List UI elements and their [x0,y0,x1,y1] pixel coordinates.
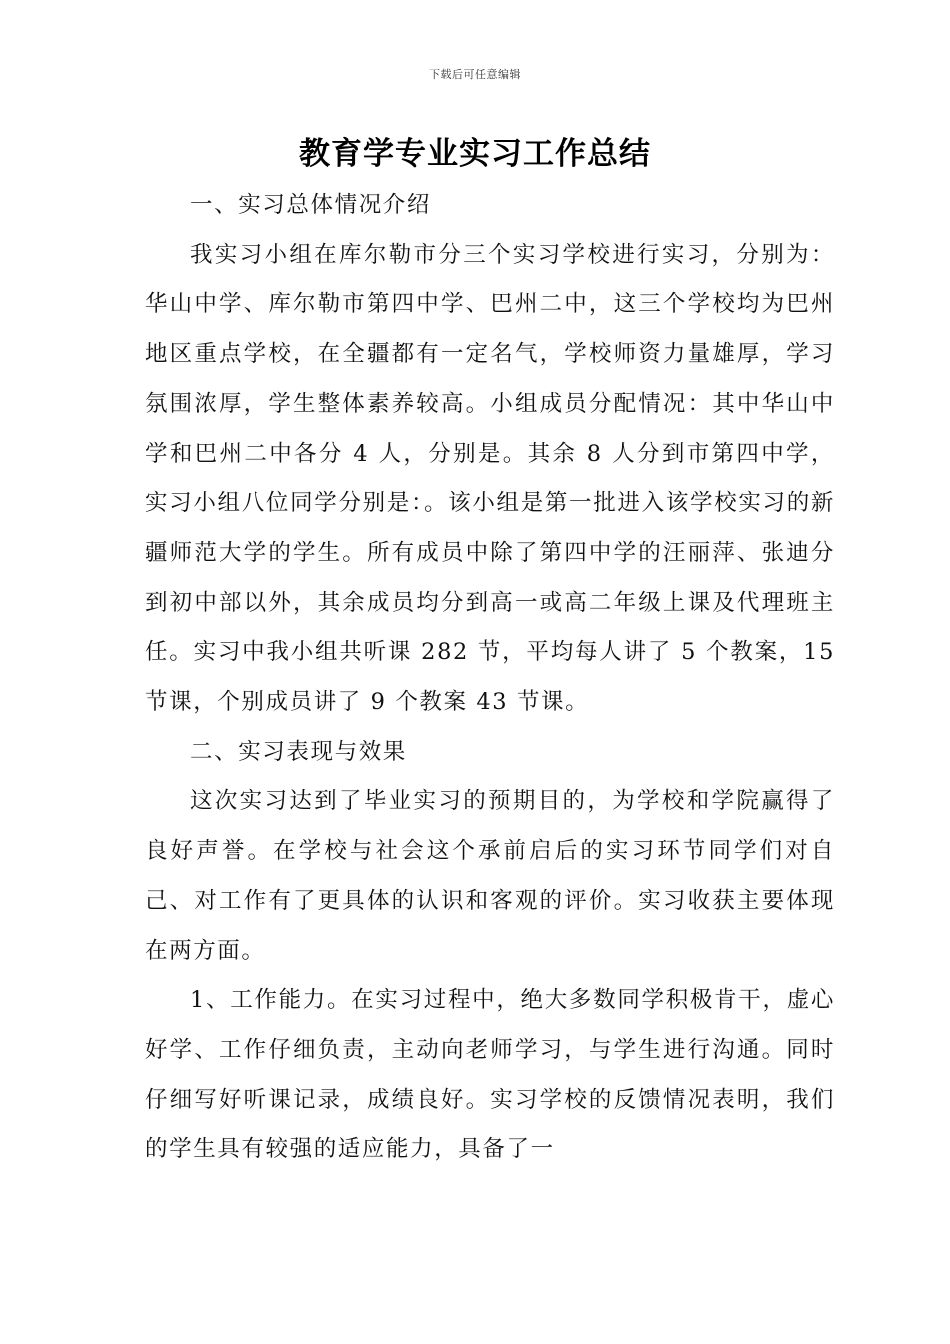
header-note: 下载后可任意编辑 [429,68,521,81]
paragraph-3: 1、工作能力。在实习过程中，绝大多数同学积极肯干，虚心好学、工作仔细负责，主动向老师学习，与学生进行沟通。同时仔细写好听课记录，成绩良好。实习学校的反馈情况表明，我们的学生具有较强的适应能力，具备了一 [145,987,835,1163]
section-heading-1: 一、实习总体情况介绍 [190,192,432,218]
section-heading-2: 二、实习表现与效果 [190,738,407,765]
paragraph-1: 我实习小组在库尔勒市分三个实习学校进行实习，分别为：华山中学、库尔勒市第四中学、巴州二中，这三个学校均为巴州地区重点学校，在全疆都有一定名气，学校师资力量雄厚，学习氛围浓厚，学生整体素养较高。小组成员分配情况：其中华山中学和巴州二中各分 4 人，分别是。其余 8 人分到市第四中学，实习小组八位同学分别是：。该小组是第一批进入该学校实习的新疆师范大学的学生。所有成员中除了第四中学的汪丽萍、张迪分到初中部以外，其余成员均分到高一或高二年级上课及代理班主任。实习中我小组共听课 282 节，平均每人讲了 5 个教案，15 节课，个别成员讲了 9 个教案 43 节课。 [145,241,835,716]
paragraph-2: 这次实习达到了毕业实习的预期目的，为学校和学院赢得了良好声誉。在学校与社会这个承前启后的实习环节同学们对自己、对工作有了更具体的认识和客观的评价。实习收获主要体现在两方面。 [145,788,835,964]
document-title: 教育学专业实习工作总结 [299,136,651,172]
document-body [145,181,835,1175]
